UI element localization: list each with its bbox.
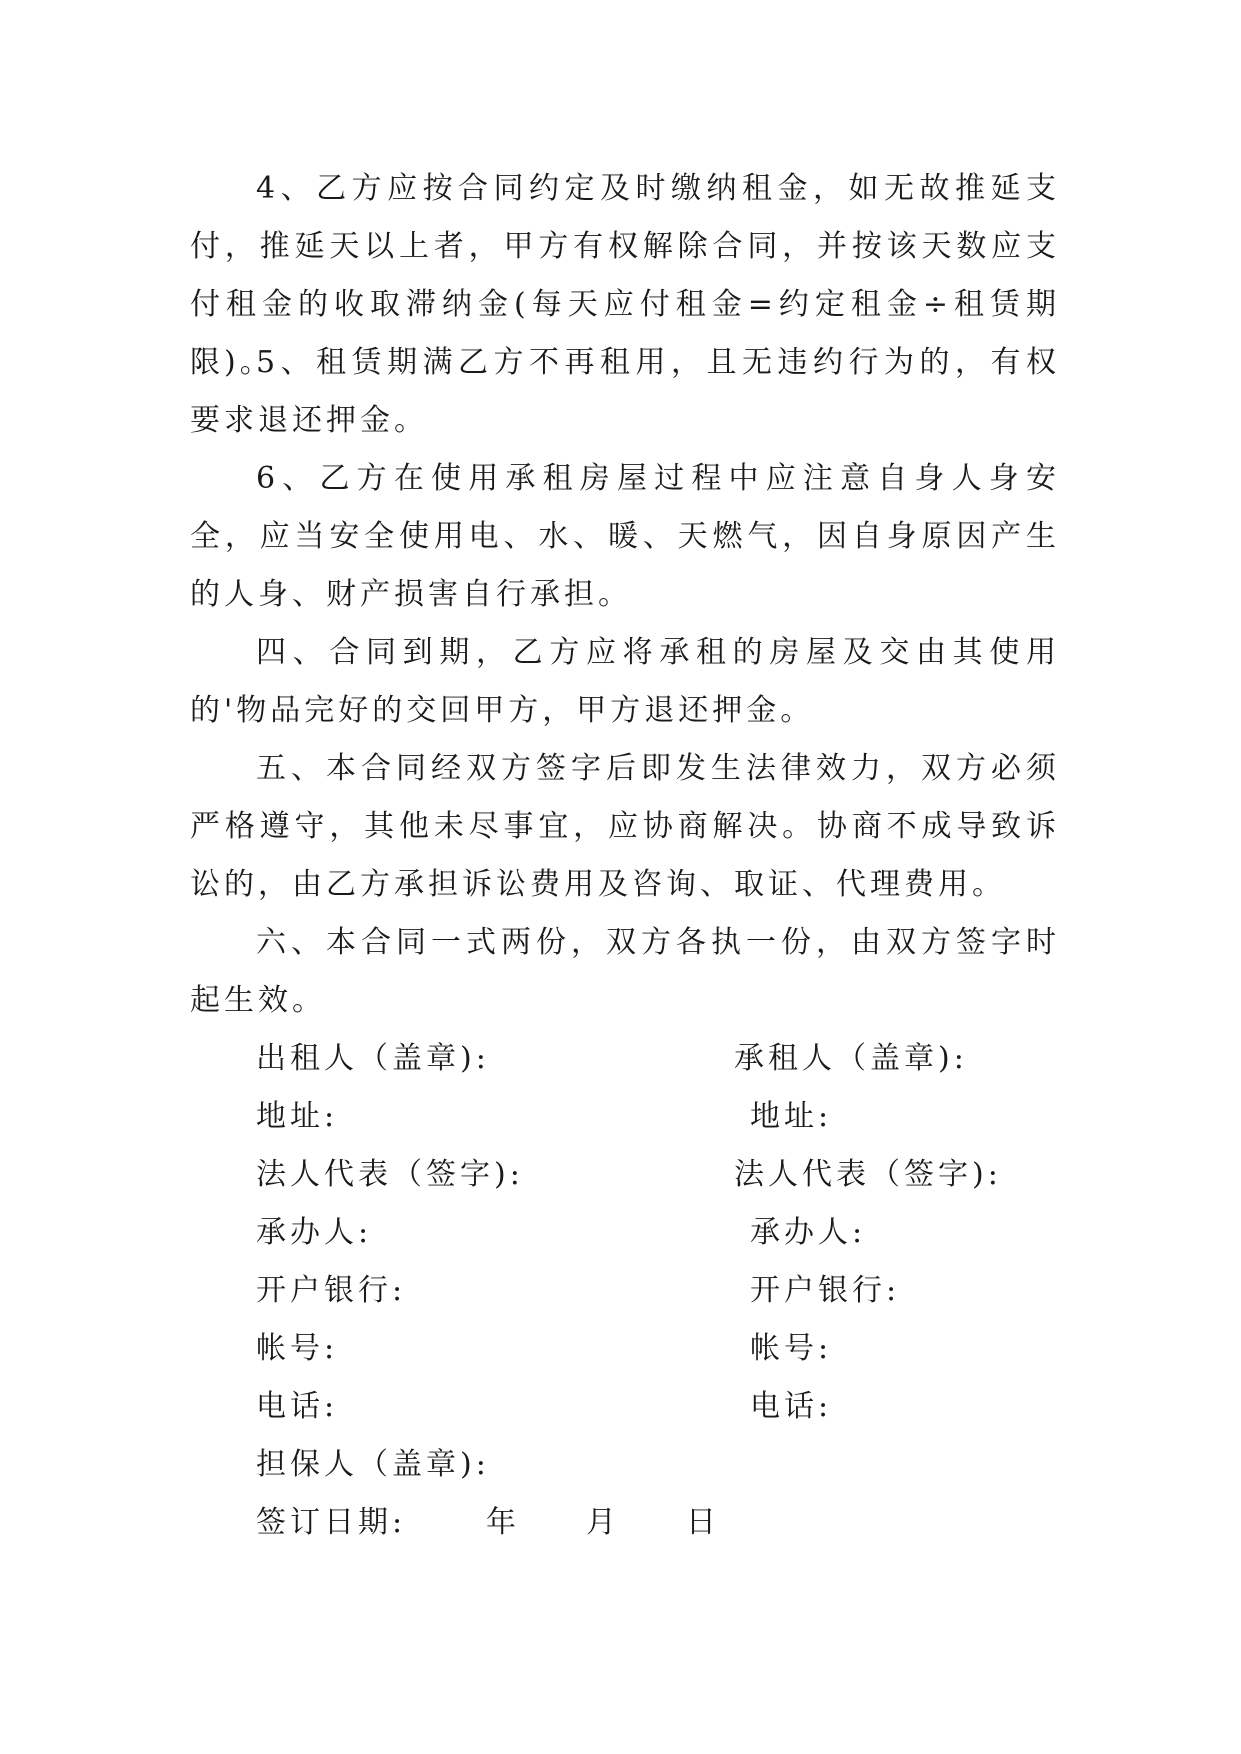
lessor-legal-rep-label: 法人代表（签字):	[256, 1157, 524, 1192]
date-year-label: 年	[486, 1505, 520, 1540]
signing-date-label: 签订日期:	[256, 1505, 407, 1540]
lessor-address-label: 地址:	[256, 1099, 339, 1134]
lessor-seal-label: 出租人（盖章):	[256, 1041, 490, 1076]
lessee-phone-label: 电话:	[750, 1389, 833, 1424]
guarantor-seal-label: 担保人（盖章):	[256, 1447, 490, 1482]
date-day-label: 日	[686, 1505, 720, 1540]
lessor-account-label: 帐号:	[256, 1331, 339, 1366]
lessor-phone-label: 电话:	[256, 1389, 339, 1424]
article-4-paragraph: 四、合同到期，乙方应将承租的房屋及交由其使用的'物品完好的交回甲方，甲方退还押金。	[190, 635, 1060, 728]
lessee-seal-label: 承租人（盖章):	[734, 1041, 968, 1076]
lessor-handler-label: 承办人:	[256, 1215, 373, 1250]
date-month-label: 月	[586, 1505, 620, 1540]
lessee-account-label: 帐号:	[750, 1331, 833, 1366]
article-6-paragraph: 六、本合同一式两份，双方各执一份，由双方签字时起生效。	[190, 925, 1060, 1018]
lessor-bank-label: 开户银行:	[256, 1273, 407, 1308]
clause-6-paragraph: 6、乙方在使用承租房屋过程中应注意自身人身安全，应当安全使用电、水、暖、天燃气，因自身原因产生的人身、财产损害自行承担。	[190, 461, 1060, 612]
clause-5-paragraph: 5、租赁期满乙方不再租用，且无违约行为的，有权要求退还押金。	[190, 345, 1060, 438]
signing-date-row	[256, 1494, 720, 1552]
lessee-legal-rep-label: 法人代表（签字):	[734, 1157, 1002, 1192]
clause-4-paragraph: 4、乙方应按合同约定及时缴纳租金，如无故推延支付，推延天以上者，甲方有权解除合同，并按该天数应支付租金的收取滞纳金(每天应付租金=约定租金÷租赁期限)。	[190, 171, 1060, 380]
lessee-handler-label: 承办人:	[750, 1215, 867, 1250]
lessee-bank-label: 开户银行:	[750, 1273, 901, 1308]
lessee-address-label: 地址:	[750, 1099, 833, 1134]
article-5-paragraph: 五、本合同经双方签字后即发生法律效力，双方必须严格遵守，其他未尽事宜，应协商解决。协商不成导致诉讼的，由乙方承担诉讼费用及咨询、取证、代理费用。	[190, 751, 1060, 902]
